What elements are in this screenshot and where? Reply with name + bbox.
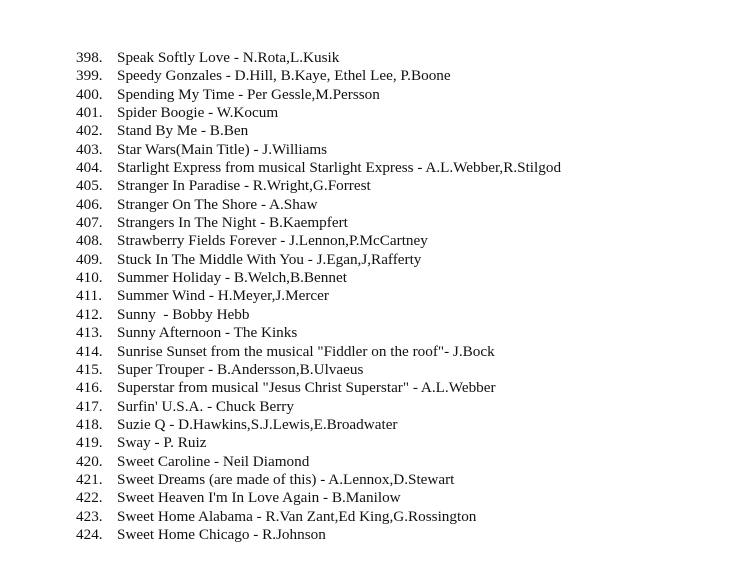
song-number: 411.	[76, 287, 103, 305]
song-number: 409.	[76, 250, 103, 268]
song-number: 408.	[76, 232, 103, 250]
song-number: 419.	[76, 434, 103, 452]
song-title-composer: Speedy Gonzales - D.Hill, B.Kaye, Ethel Lee, P.Boone	[117, 67, 451, 85]
song-title-composer: Spending My Time - Per Gessle,M.Persson	[117, 85, 380, 103]
song-number: 404.	[76, 159, 103, 177]
song-title-composer: Superstar from musical "Jesus Christ Superstar" - A.L.Webber	[117, 379, 496, 397]
song-number: 418.	[76, 415, 103, 433]
song-title-composer: Sway - P. Ruiz	[117, 434, 207, 452]
song-title-composer: Sweet Dreams (are made of this) - A.Lennox,D.Stewart	[117, 470, 455, 488]
song-number: 407.	[76, 214, 103, 232]
song-number: 417.	[76, 397, 103, 415]
song-title-composer: Star Wars(Main Title) - J.Williams	[117, 140, 328, 158]
song-title-composer: Spider Boogie - W.Kocum	[117, 104, 279, 122]
song-title-composer: Summer Holiday - B.Welch,B.Bennet	[117, 269, 347, 287]
song-number: 400.	[76, 85, 103, 103]
song-title-composer: Sweet Heaven I'm In Love Again - B.Manilow	[117, 489, 401, 507]
song-title-composer: Sweet Caroline - Neil Diamond	[117, 452, 310, 470]
song-number: 416.	[76, 379, 103, 397]
song-title-composer: Speak Softly Love - N.Rota,L.Kusik	[117, 49, 340, 66]
song-title-composer: Stranger On The Shore - A.Shaw	[117, 195, 318, 213]
song-title-composer: Sunny - Bobby Hebb	[117, 305, 250, 323]
song-title-composer: Stranger In Paradise - R.Wright,G.Forrest	[117, 177, 371, 195]
song-title-composer: Stuck In The Middle With You - J.Egan,J,Rafferty	[117, 250, 422, 268]
song-number: 423.	[76, 507, 103, 525]
song-title-composer: Sunrise Sunset from the musical "Fiddler on the roof"- J.Bock	[117, 342, 495, 360]
song-title-composer: Stand By Me - B.Ben	[117, 122, 249, 140]
song-number: 401.	[76, 104, 103, 122]
song-title-composer: Sunny Afternoon - The Kinks	[117, 324, 298, 342]
song-number: 403.	[76, 140, 103, 158]
song-title-composer: Strangers In The Night - B.Kaempfert	[117, 214, 348, 232]
song-title-composer: Super Trouper - B.Andersson,B.Ulvaeus	[117, 360, 364, 378]
song-title-composer: Suzie Q - D.Hawkins,S.J.Lewis,E.Broadwater	[117, 415, 398, 433]
song-title-composer: Summer Wind - H.Meyer,J.Mercer	[117, 287, 329, 305]
song-title-composer: Starlight Express from musical Starlight Express - A.L.Webber,R.Stilgod	[117, 159, 562, 177]
song-title-composer: Sweet Home Alabama - R.Van Zant,Ed King,G.Rossington	[117, 507, 477, 525]
song-number: 422.	[76, 489, 103, 507]
song-number: 402.	[76, 122, 103, 140]
song-number: 421.	[76, 470, 103, 488]
song-number: 406.	[76, 195, 103, 213]
song-number: 405.	[76, 177, 103, 195]
song-number: 415.	[76, 360, 103, 378]
song-number: 398.	[76, 49, 103, 66]
song-number: 399.	[76, 67, 103, 85]
song-number: 414.	[76, 342, 103, 360]
song-title-composer: Sweet Home Chicago - R.Johnson	[117, 525, 326, 543]
song-number: 424.	[76, 525, 103, 543]
song-title-composer: Surfin' U.S.A. - Chuck Berry	[117, 397, 294, 415]
song-number: 420.	[76, 452, 103, 470]
song-number: 412.	[76, 305, 103, 323]
song-title-composer: Strawberry Fields Forever - J.Lennon,P.McCartney	[117, 232, 428, 250]
song-number: 413.	[76, 324, 103, 342]
song-number: 410.	[76, 269, 103, 287]
